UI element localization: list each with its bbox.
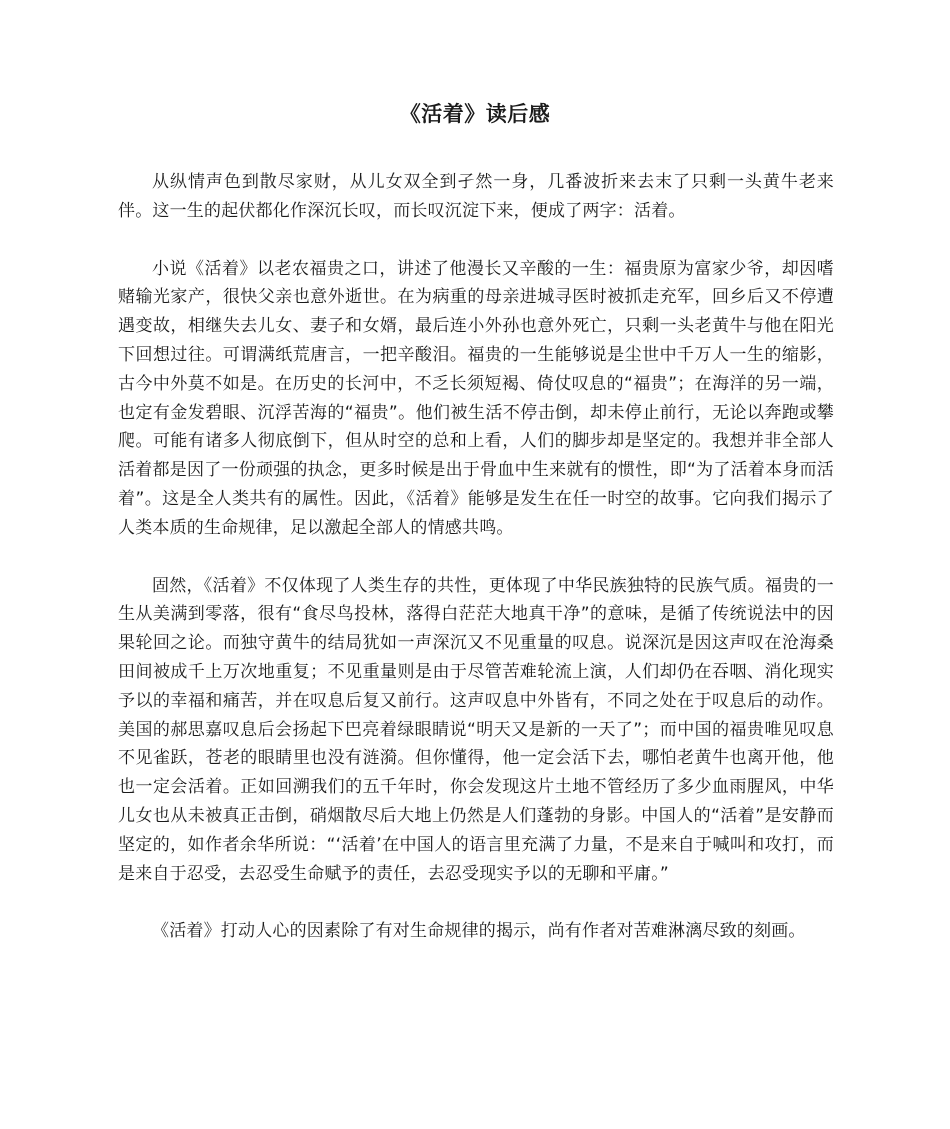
paragraph-3: 固然，《活着》不仅体现了人类生存的共性，更体现了中华民族独特的民族气质。福贵的一生从美满到零落，很有“食尽鸟投林，落得白茫茫大地真干净”的意味，是循了传统说法中的因果轮回之论。而独守黄牛的结局犹如一声深沉又不见重量的叹息。说深沉是因这声叹在沧海桑田间被成千上万次地重复；不见重量则是由于尽管苦难轮流上演，人们却仍在吞咽、消化现实予以的幸福和痛苦，并在叹息后复又前行。这声叹息中外皆有，不同之处在于叹息后的动作。美国的郝思嘉叹息后会扬起下巴亮着绿眼睛说“明天又是新的一天了”；而中国的福贵唯见叹息不见雀跃，苍老的眼睛里也没有涟漪。但你懂得，他一定会活下去，哪怕老黄牛也离开他，他也一定会活着。正如回溯我们的五千年时，你会发现这片土地不管经历了多少血雨腥风，中华儿女也从未被真正击倒，硝烟散尽后大地上仍然是人们蓬勃的身影。中国人的“活着”是安静而坚定的，如作者余华所说：“‘活着’在中国人的语言里充满了力量，不是来自于喊叫和攻打，而是来自于忍受，去忍受生命赋予的责任，去忍受现实予以的无聊和平庸。” [118,575,834,884]
document-title: 《活着》读后感 [399,102,551,126]
paragraph-1: 从纵情声色到散尽家财，从儿女双全到孑然一身，几番波折来去末了只剩一头黄牛老来伴。这一生的起伏都化作深沉长叹，而长叹沉淀下来，便成了两字：活着。 [118,172,834,221]
paragraph-4: 《活着》打动人心的因素除了有对生命规律的揭示，尚有作者对苦难淋漓尽致的刻画。 [152,921,806,942]
paragraph-2: 小说《活着》以老农福贵之口，讲述了他漫长又辛酸的一生：福贵原为富家少爷，却因嗜赌输光家产，很快父亲也意外逝世。在为病重的母亲进城寻医时被抓走充军，回乡后又不停遭遇变故，相继失去儿女、妻子和女婿，最后连小外孙也意外死亡，只剩一头老黄牛与他在阳光下回想过往。可谓满纸荒唐言，一把辛酸泪。福贵的一生能够说是尘世中千万人一生的缩影，古今中外莫不如是。在历史的长河中，不乏长须短褐、倚仗叹息的“福贵”；在海洋的另一端，也定有金发碧眼、沉浮苦海的“福贵”。他们被生活不停击倒，却未停止前行，无论以奔跑或攀爬。可能有诸多人彻底倒下，但从时空的总和上看，人们的脚步却是坚定的。我想并非全部人活着都是因了一份顽强的执念，更多时候是出于骨血中生来就有的惯性，即“为了活着本身而活着”。这是全人类共有的属性。因此，《活着》能够是发生在任一时空的故事。它向我们揭示了人类本质的生命规律，足以激起全部人的情感共鸣。 [118,258,834,538]
document-body [118,168,834,975]
